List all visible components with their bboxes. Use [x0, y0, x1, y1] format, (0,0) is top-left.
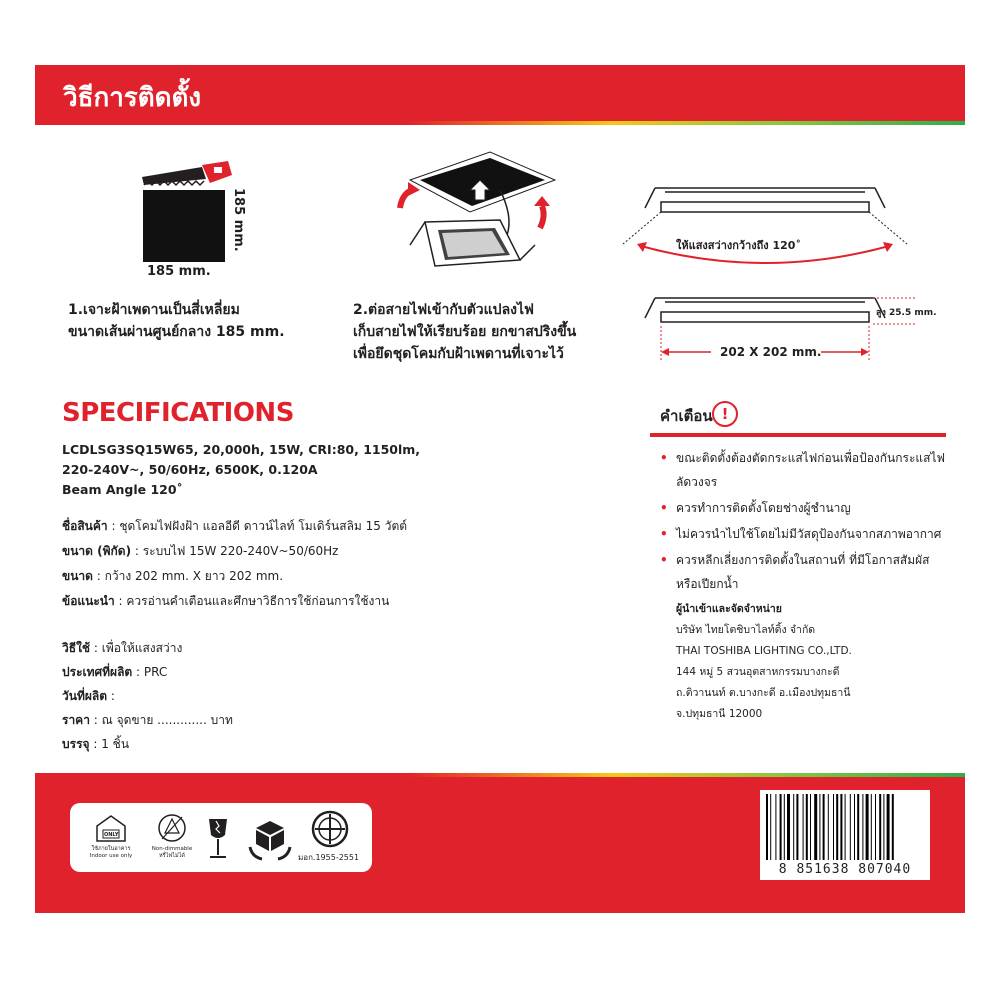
spec-row: บรรจุ : 1 ชิ้น [62, 737, 130, 751]
distributor-heading: ผู้นำเข้าและจัดจำหน่าย [676, 603, 782, 615]
barcode-bar [836, 794, 838, 860]
warning-title: คำเตือน [660, 407, 713, 425]
barcode-bar [796, 794, 798, 860]
rainbow-strip-top [35, 121, 965, 125]
indoor-tag: ONLY [104, 832, 119, 838]
non-dimmable-icon [144, 813, 200, 865]
handle-with-care-icon [248, 817, 292, 861]
barcode-bar [879, 794, 881, 860]
barcode-bar [819, 794, 820, 860]
ceiling-cutout-square [143, 190, 225, 262]
fragile-glass-icon [204, 817, 232, 861]
tis-mark-icon [310, 809, 350, 849]
barcode-bar [803, 794, 804, 860]
barcode-number: 8 851638 807040 [778, 862, 912, 877]
barcode-bar [866, 794, 869, 860]
barcode-bar [775, 794, 776, 860]
barcode-bar [892, 794, 894, 860]
barcode-bar [810, 794, 811, 860]
warning-item: • ไม่ควรนำไปใช้โดยไม่มีวัสดุป้องกันจากสภาพอากาศ [660, 522, 950, 546]
certification-icons-panel [70, 803, 372, 872]
barcode-bar [833, 794, 834, 860]
barcode-bar [806, 794, 808, 860]
barcode-bar [780, 794, 782, 860]
cutout-height-label: 185 mm. [231, 188, 246, 252]
spec-row: วันที่ผลิต : [62, 689, 115, 703]
barcode-bar [784, 794, 785, 860]
barcode-bar [793, 794, 794, 860]
barcode-bar [850, 794, 851, 860]
barcode-bar [875, 794, 876, 860]
spec-row: ขนาด : กว้าง 202 mm. X ยาว 202 mm. [62, 569, 284, 583]
page-title: วิธีการติดตั้ง [63, 83, 202, 113]
step2-caption-line3: เพื่อยึดชุดโคมกับฝ้าเพดานที่เจาะไว้ [353, 346, 564, 362]
barcode-bar [766, 794, 768, 860]
step1-caption-line1: 1.เจาะฝ้าเพดานเป็นสี่เหลี่ยม [68, 302, 240, 318]
distributor-line: บริษัท ไทยโตชิบาไลท์ติ้ง จำกัด [676, 624, 816, 636]
distributor-line: 144 หมู่ 5 สวนอุตสาหกรรมบางกะดี [676, 666, 840, 678]
warning-list [660, 446, 950, 598]
barcode-bar [857, 794, 859, 860]
barcode-bar [854, 794, 855, 860]
barcode-bars [760, 790, 930, 862]
rainbow-strip-bottom [35, 773, 965, 777]
barcode-bar [883, 794, 884, 860]
warning-item: • ควรทำการติดตั้งโดยช่างผู้ชำนาญ [660, 496, 950, 520]
spec-row: วิธีใช้ : เพื่อให้แสงสว่าง [62, 641, 183, 655]
spec-row: ประเทศที่ผลิต : PRC [62, 665, 168, 679]
distributor-line: THAI TOSHIBA LIGHTING CO.,LTD. [676, 645, 852, 657]
spec-line: LCDLSG3SQ15W65, 20,000h, 15W, CRI:80, 1150lm, [62, 442, 421, 457]
height-label: สูง 25.5 mm. [876, 308, 937, 318]
spec-row: ขนาด (พิกัด) : ระบบไฟ 15W 220-240V~50/60Hz [62, 544, 339, 558]
spec-row: ราคา : ณ จุดขาย ............. บาท [62, 713, 233, 727]
distributor-line: ถ.ติวานนท์ ต.บางกะดี อ.เมืองปทุมธานี [676, 687, 851, 699]
barcode-bar [770, 794, 771, 860]
indoor-label: ใช้ภายในอาคาร Indoor use only [89, 846, 133, 859]
spec-details [62, 514, 407, 614]
specifications-title: SPECIFICATIONS [62, 398, 294, 428]
spec-line: 220-240V~, 50/60Hz, 6500K, 0.120A [62, 462, 318, 477]
beam-angle-illustration [615, 180, 915, 270]
beam-angle-label: ให้แสงสว่างกว้างถึง 120˚ [676, 239, 801, 252]
size-label: 202 X 202 mm. [720, 345, 822, 359]
saw-icon [140, 155, 240, 195]
distributor-line: จ.ปทุมธานี 12000 [676, 708, 763, 720]
distributor-info [676, 599, 852, 725]
warning-divider [650, 433, 946, 437]
header-bar [35, 65, 965, 125]
step1-caption-line2: ขนาดเส้นผ่านศูนย์กลาง 185 mm. [68, 324, 285, 340]
barcode-bar [814, 794, 817, 860]
spec-row: ชื่อสินค้า : ชุดโคมไฟฝังฝ้า แอลอีดี ดาวน์ไลท์ โมเดิร์นสลิม 15 วัตต์ [62, 519, 408, 533]
spec-details-2 [62, 636, 233, 756]
non-dimmable-label: Non-dimmable หรี่ไฟไม่ได้ [151, 846, 193, 859]
barcode-bar [823, 794, 825, 860]
indoor-use-icon [82, 813, 140, 865]
barcode-bar [845, 794, 846, 860]
step2-caption-line1: 2.ต่อสายไฟเข้ากับตัวแปลงไฟ [353, 302, 534, 318]
barcode-bar [871, 794, 872, 860]
barcode-bar [840, 794, 842, 860]
spec-line: Beam Angle 120˚ [62, 482, 183, 497]
barcode-bar [787, 794, 790, 860]
spec-row: ข้อแนะนำ : ควรอ่านคำเตือนและศึกษาวิธีการใช้ก่อนการใช้งาน [62, 594, 390, 608]
warning-item: • ควรหลีกเลี่ยงการติดตั้งในสถานที่ ที่มีโอกาสสัมผัสหรือเปียกน้ำ [660, 548, 950, 596]
spec-summary [62, 440, 420, 500]
barcode-bar [887, 794, 890, 860]
barcode-bar [828, 794, 829, 860]
cutout-width-label: 185 mm. [147, 264, 211, 279]
tis-standard-label: มอก.1955-2551 [298, 853, 360, 862]
warning-item: • ขณะติดตั้งต้องตัดกระแสไฟก่อนเพื่อป้องกันกระแสไฟลัดวงจร [660, 446, 950, 494]
warning-exclamation-icon: ! [712, 401, 738, 427]
install-step2-illustration [390, 150, 560, 290]
barcode-bar [862, 794, 863, 860]
step2-caption-line2: เก็บสายไฟให้เรียบร้อย ยกขาสปริงขึ้น [353, 324, 577, 340]
barcode [760, 790, 930, 880]
